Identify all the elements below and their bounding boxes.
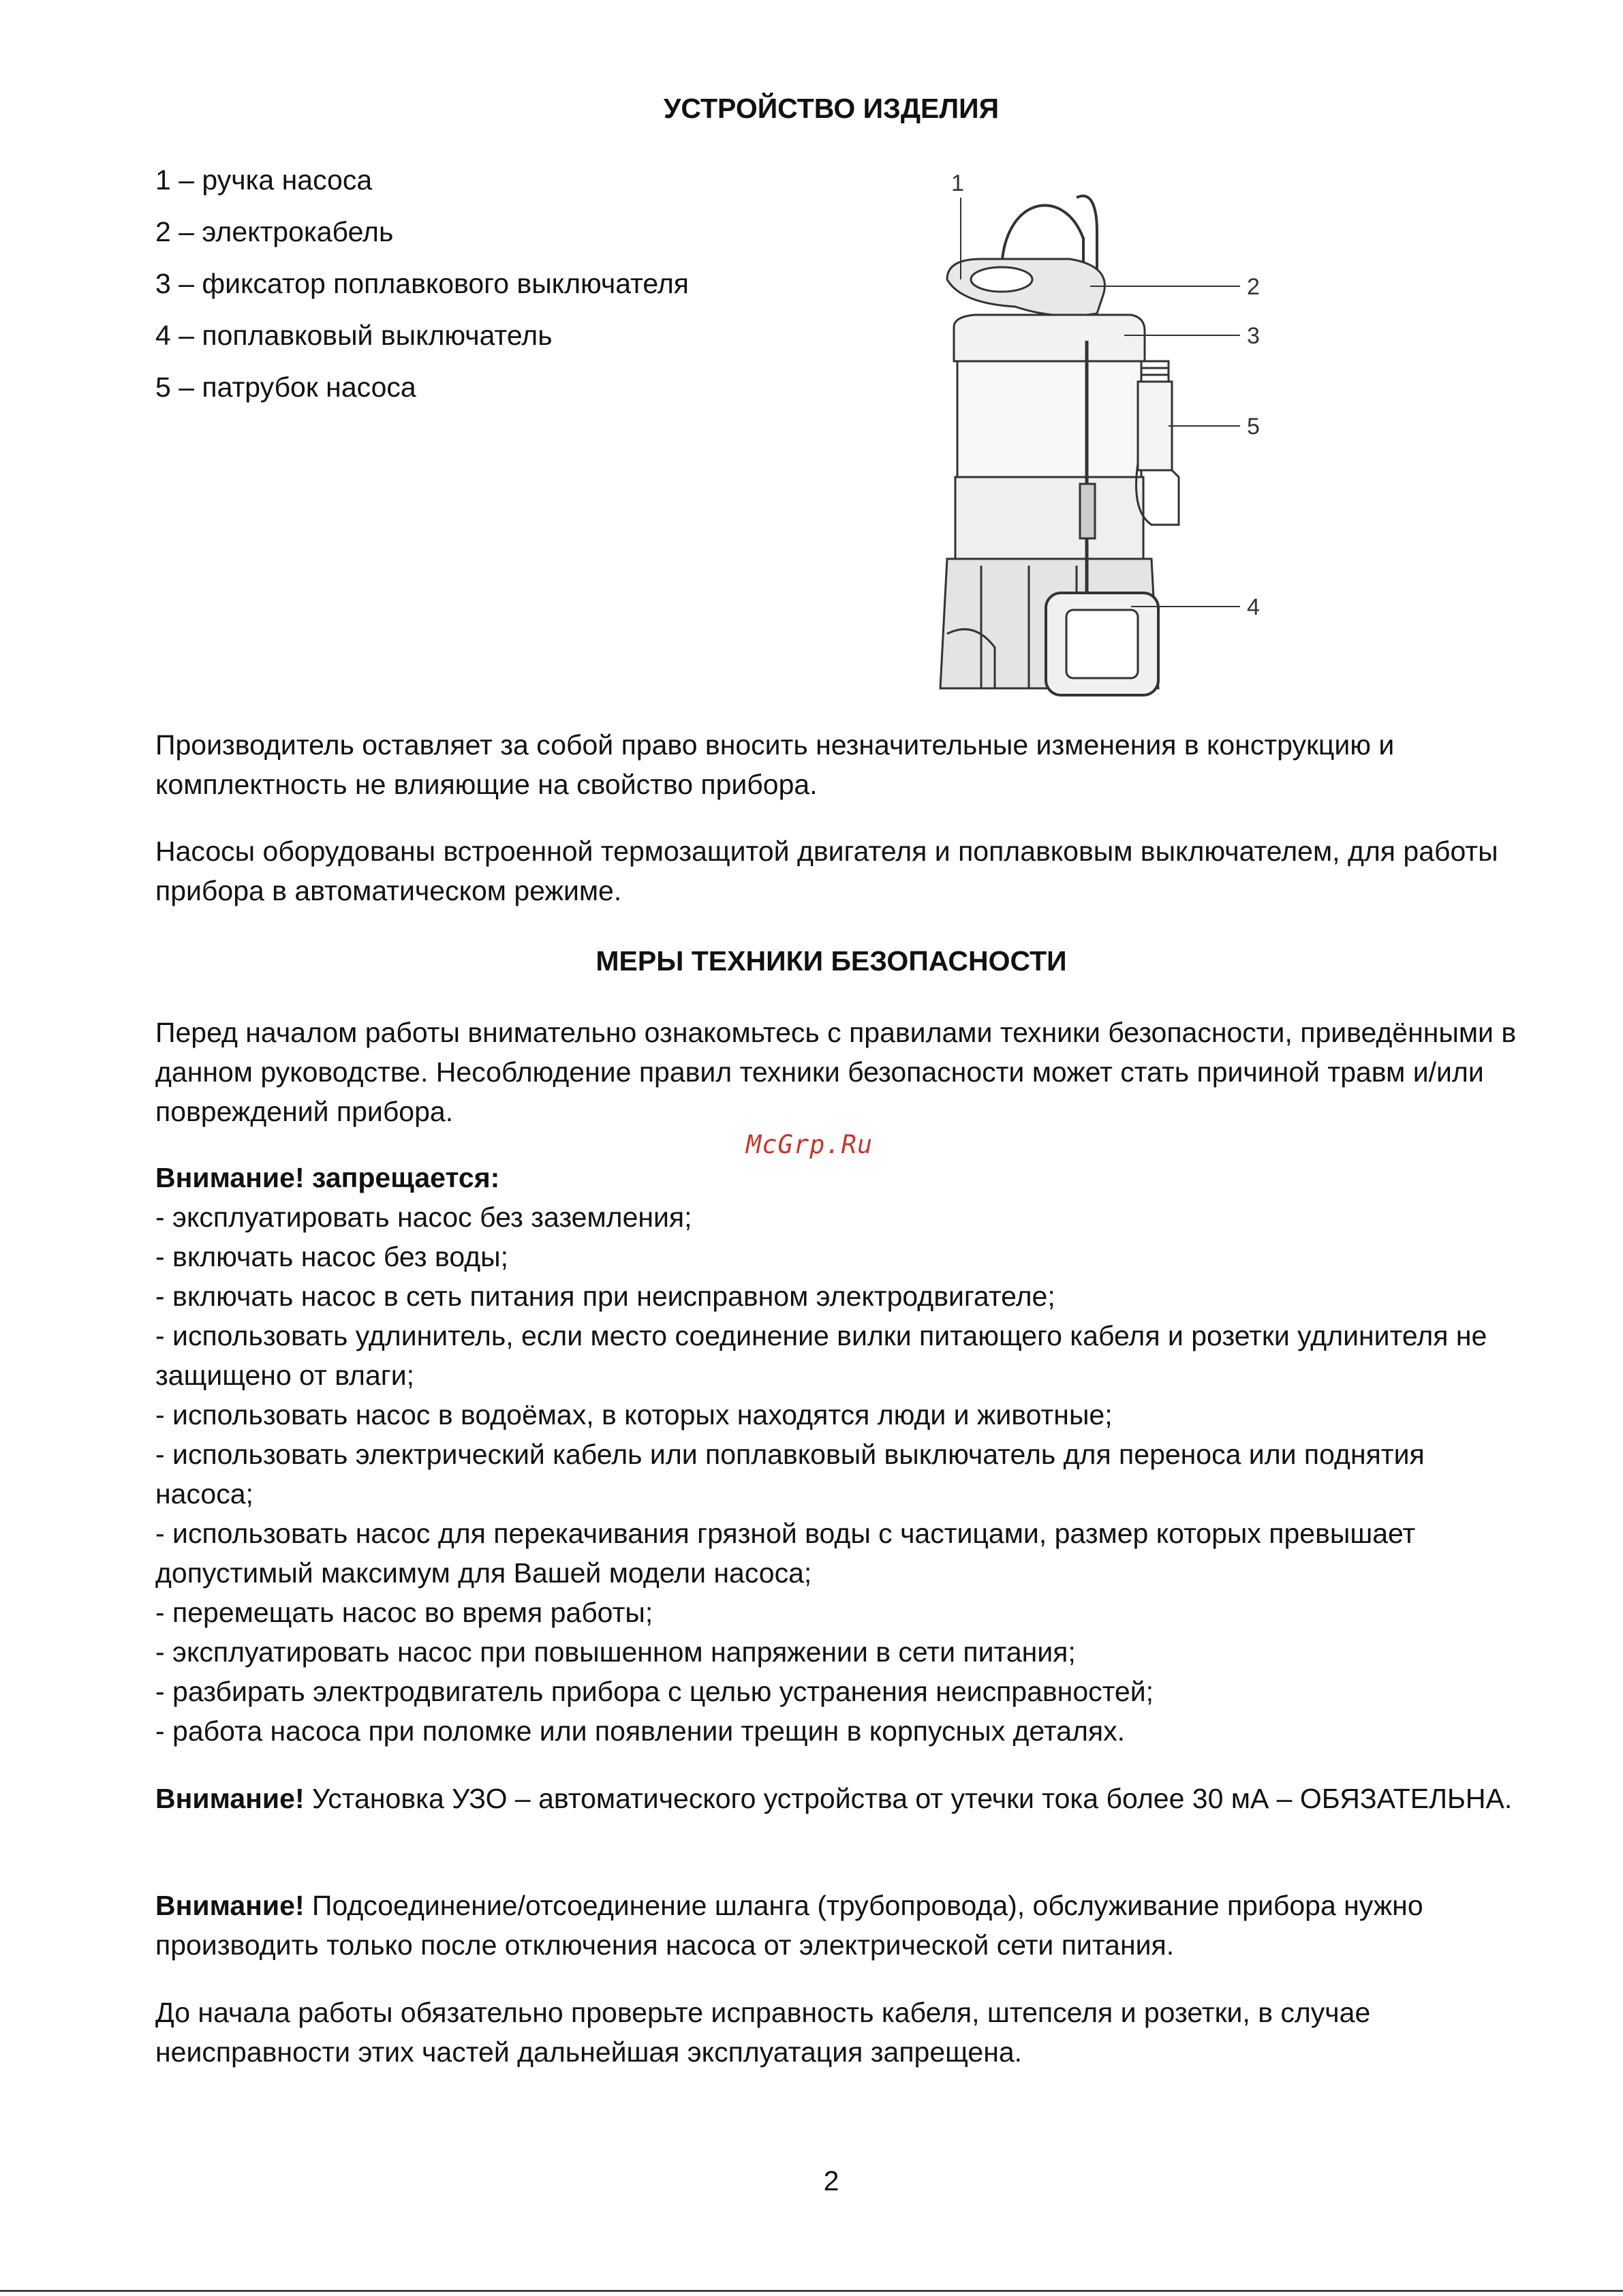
page-number: 2	[823, 2165, 839, 2196]
hose-notice	[155, 1886, 1518, 1965]
notice-label: Внимание!	[155, 1783, 305, 1814]
list-item: - эксплуатировать насос при повышенном напряжении в сети питания;	[155, 1636, 1076, 1668]
list-item: - эксплуатировать насос без заземления;	[155, 1201, 692, 1233]
figure-label-1: 1	[951, 170, 964, 196]
safety-intro: Перед началом работы внимательно ознакомьтесь с правилами техники безопасности, приведёнными в данном руководстве. Несоблюдение правил техники безопасности может стать причиной травм и/или повреждений прибора.	[155, 1017, 1517, 1127]
watermark: McGrp.Ru	[746, 1130, 874, 1159]
page-bottom-divider	[0, 2290, 1623, 2292]
prohibitions-list	[155, 1197, 1518, 1751]
list-item: - использовать насос в водоёмах, в которых находятся люди и животные;	[155, 1399, 1113, 1430]
section-title-device: УСТРОЙСТВО ИЗДЕЛИЯ	[663, 93, 1000, 124]
legend-item: 2 – электрокабель	[155, 216, 394, 247]
list-item: - использовать насос для перекачивания грязной воды с частицами, размер которых превышает допустимый максимум для Вашей модели насоса;	[155, 1518, 1416, 1589]
list-item: - работа насоса при поломке или появлении трещин в корпусных деталях.	[155, 1715, 1126, 1747]
parts-legend	[155, 164, 689, 423]
list-item: - использовать удлинитель, если место соединение вилки питающего кабеля и розетки удлинителя не защищено от влаги;	[155, 1320, 1487, 1391]
thermal-protection-note: Насосы оборудованы встроенной термозащитой двигателя и поплавковым выключателем, для работы прибора в автоматическом режиме.	[155, 836, 1498, 906]
figure-label-3: 3	[1247, 323, 1260, 349]
figure-label-4: 4	[1247, 594, 1260, 620]
list-item: - включать насос в сеть питания при неисправном электродвигателе;	[155, 1281, 1055, 1312]
legend-item: 3 – фиксатор поплавкового выключателя	[155, 268, 689, 299]
notice-text: Установка УЗО – автоматического устройства от утечки тока более 30 мА – ОБЯЗАТЕЛЬНА.	[304, 1783, 1513, 1814]
legend-item: 5 – патрубок насоса	[155, 371, 416, 403]
notice-text: Подсоединение/отсоединение шланга (трубопровода), обслуживание прибора нужно производить только после отключения насоса от электрической сети питания.	[155, 1890, 1423, 1961]
pump-diagram	[906, 157, 1301, 716]
notice-label: Внимание!	[155, 1890, 305, 1921]
rcd-notice	[155, 1779, 1518, 1818]
manufacturer-note: Производитель оставляет за собой право вносить незначительные изменения в конструкцию и комплектность не влияющие на свойство прибора.	[155, 729, 1395, 800]
figure-label-2: 2	[1247, 274, 1260, 300]
section-title-safety: МЕРЫ ТЕХНИКИ БЕЗОПАСНОСТИ	[596, 945, 1067, 977]
legend-item: 1 – ручка насоса	[155, 164, 373, 196]
list-item: - использовать электрический кабель или поплавковый выключатель для переноса или поднятия насоса;	[155, 1439, 1425, 1510]
figure-label-5: 5	[1247, 414, 1260, 440]
list-item: - включать насос без воды;	[155, 1241, 509, 1272]
warning-title: Внимание! запрещается:	[155, 1162, 500, 1193]
list-item: - разбирать электродвигатель прибора с целью устранения неисправностей;	[155, 1676, 1154, 1707]
pre-check-note: До начала работы обязательно проверьте исправность кабеля, штепселя и розетки, в случае неисправности этих частей дальнейшая эксплуатация запрещена.	[155, 1997, 1371, 2068]
list-item: - перемещать насос во время работы;	[155, 1597, 653, 1628]
legend-item: 4 – поплавковый выключатель	[155, 320, 553, 351]
